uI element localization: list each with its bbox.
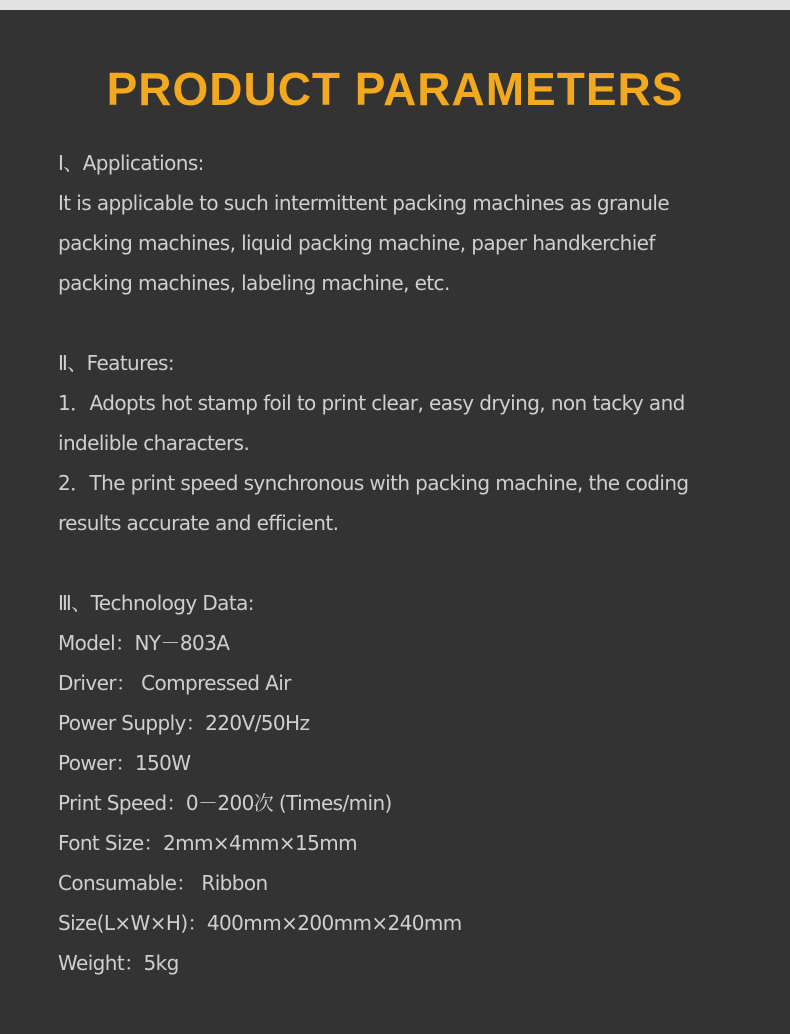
spec-power: Power：150W xyxy=(58,751,191,775)
applications-heading: Ⅰ、Applications: xyxy=(58,151,204,175)
page-title: PRODUCT PARAMETERS xyxy=(106,63,684,115)
spec-size: Size(L×W×H)：400mm×200mm×240mm xyxy=(58,911,462,935)
product-parameters-content xyxy=(58,143,758,983)
spec-weight: Weight：5kg xyxy=(58,951,179,975)
features-line-2: indelible characters. xyxy=(58,431,250,455)
spec-print-speed: Print Speed：0－200次 (Times/min) xyxy=(58,791,392,815)
section-spacer xyxy=(58,543,758,583)
applications-line-2: packing machines, liquid packing machine, paper handkerchief xyxy=(58,231,655,255)
technology-heading: Ⅲ、Technology Data: xyxy=(58,591,254,615)
features-line-1: 1．Adopts hot stamp foil to print clear, easy drying, non tacky and xyxy=(58,391,685,415)
applications-line-1: It is applicable to such intermittent packing machines as granule xyxy=(58,191,670,215)
features-line-4: results accurate and efficient. xyxy=(58,511,339,535)
section-spacer xyxy=(58,303,758,343)
spec-font-size: Font Size：2mm×4mm×15mm xyxy=(58,831,358,855)
features-heading: Ⅱ、Features: xyxy=(58,351,174,375)
applications-line-3: packing machines, labeling machine, etc. xyxy=(58,271,450,295)
spec-driver: Driver： Compressed Air xyxy=(58,671,291,695)
spec-model: Model：NY－803A xyxy=(58,631,230,655)
spec-power-supply: Power Supply：220V/50Hz xyxy=(58,711,310,735)
top-strip xyxy=(0,0,790,10)
spec-consumable: Consumable： Ribbon xyxy=(58,871,268,895)
features-line-3: 2．The print speed synchronous with packing machine, the coding xyxy=(58,471,689,495)
